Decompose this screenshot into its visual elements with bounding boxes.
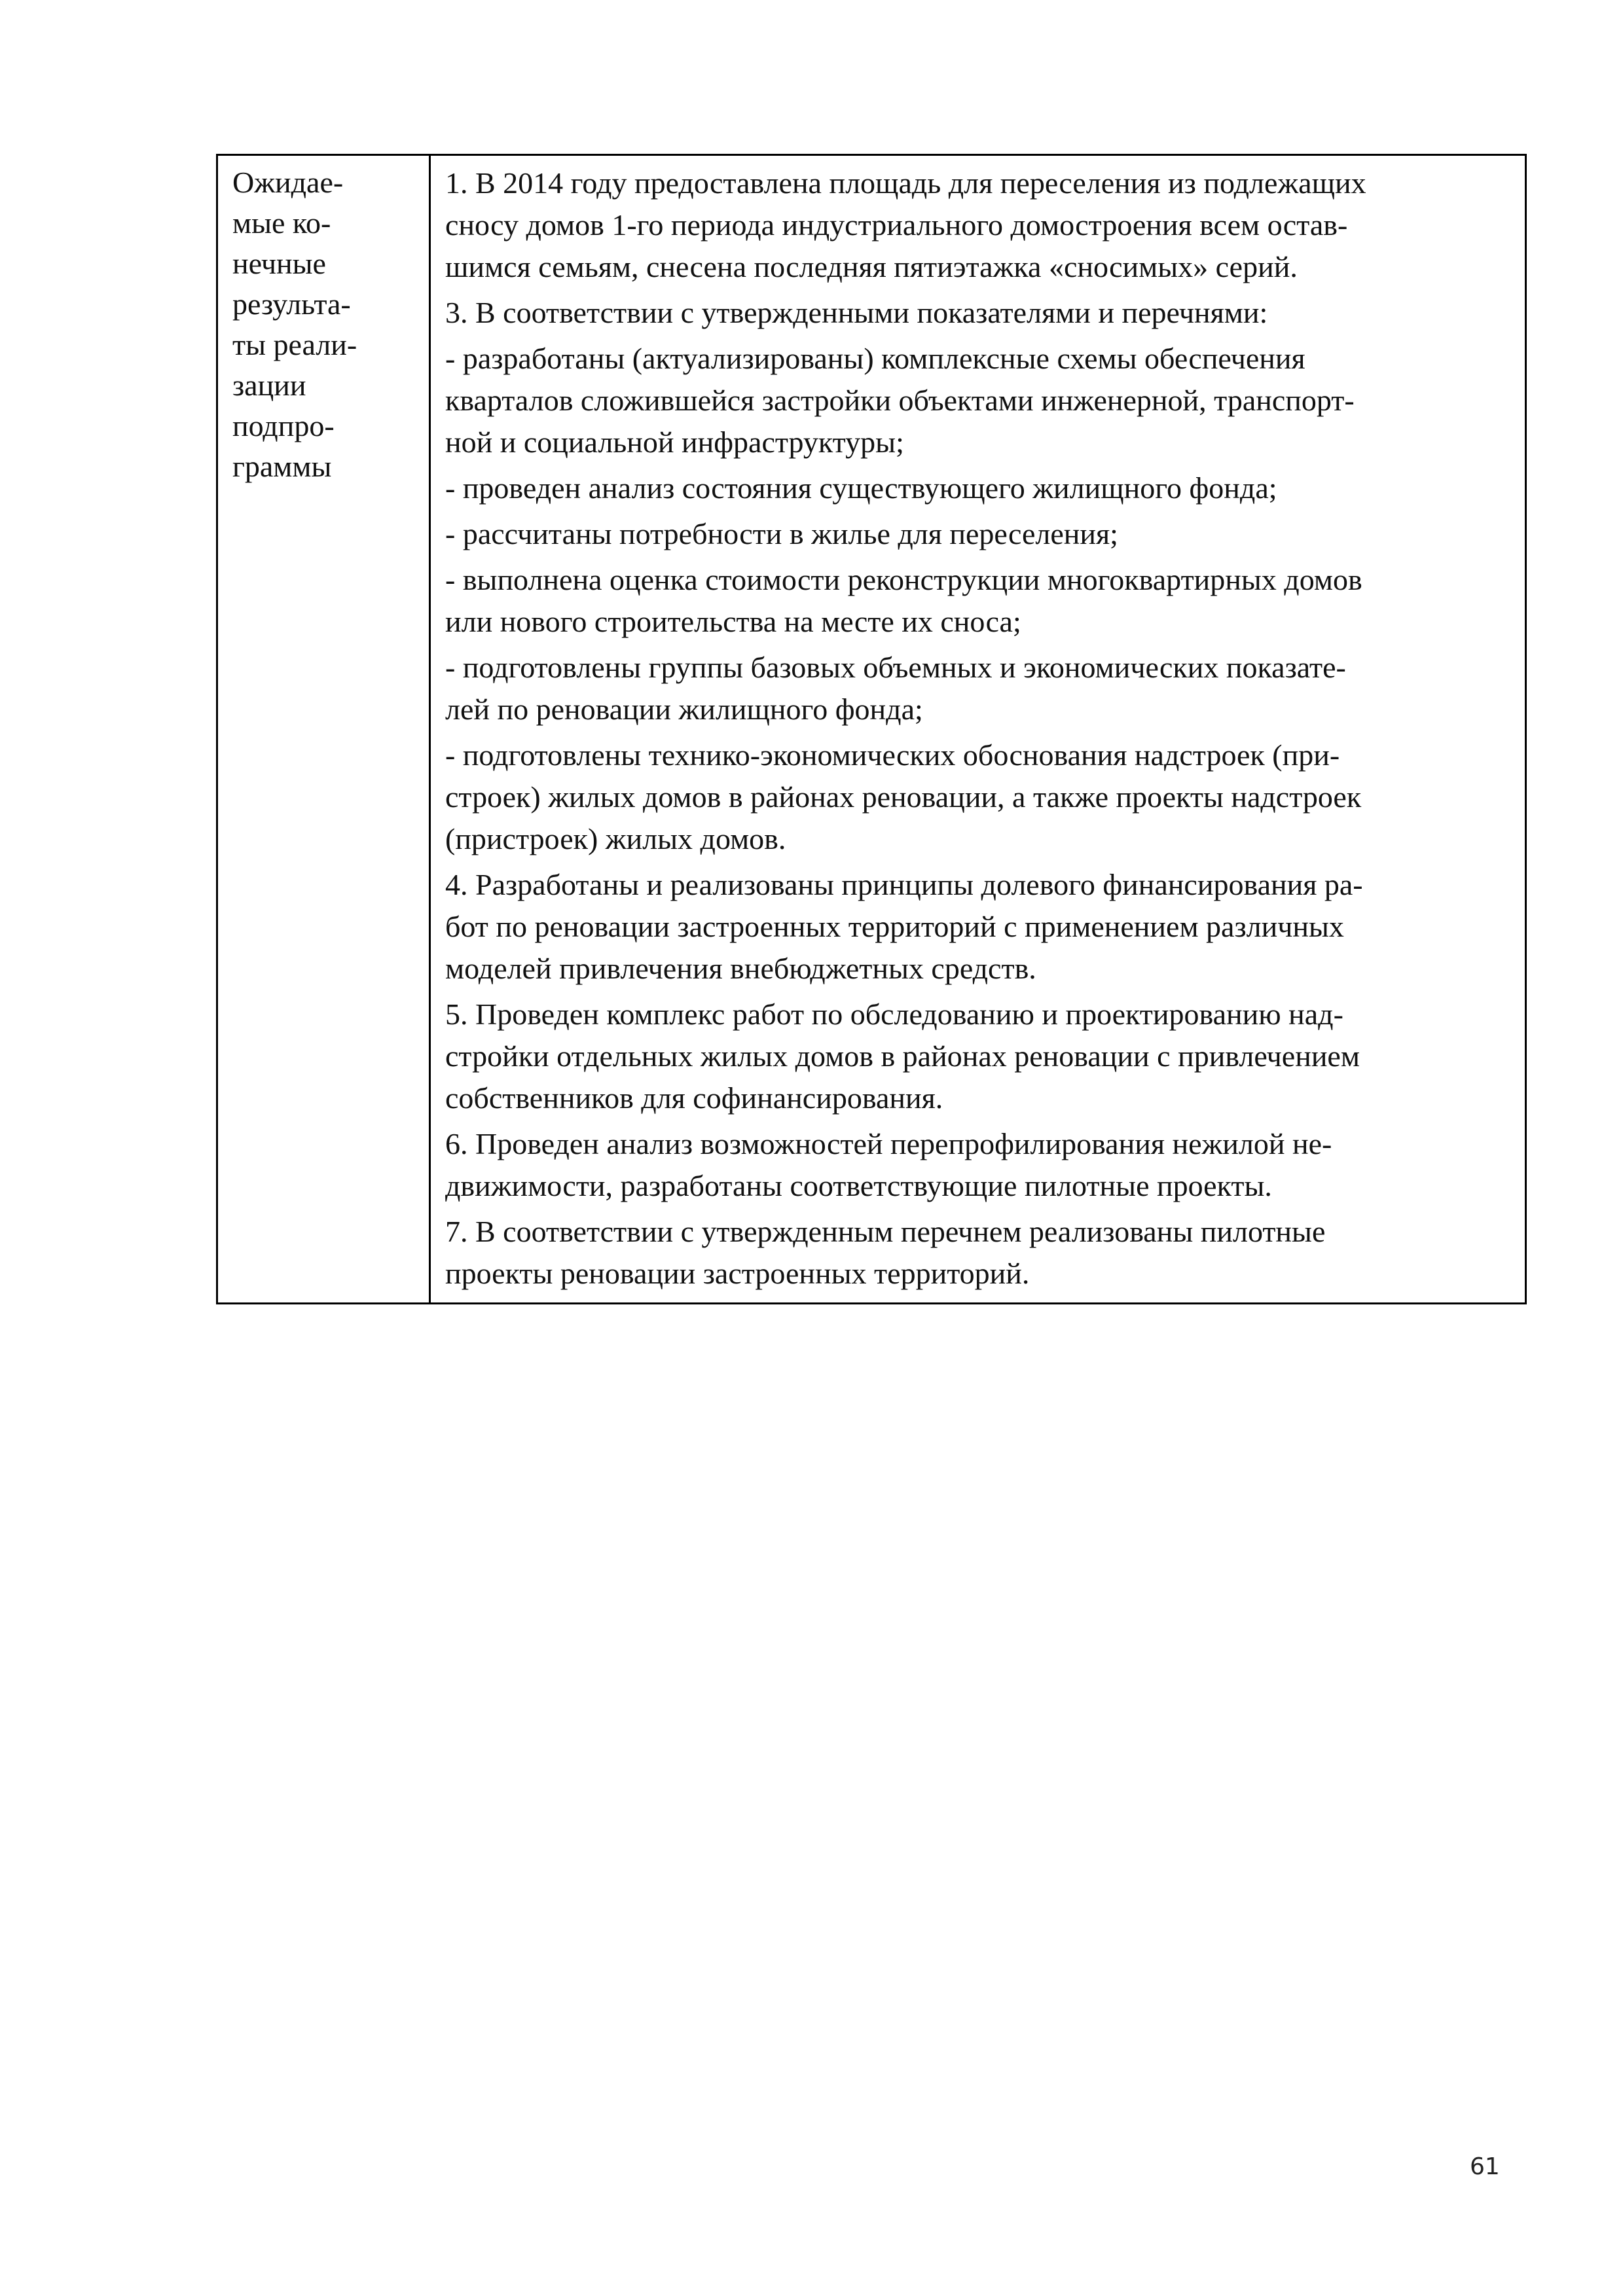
- paragraph-3: 3. В соответствии с утвержденными показателями и перечнями:: [445, 296, 1268, 329]
- table-row: [217, 155, 1526, 1304]
- paragraph-1: 1. В 2014 году предоставлена площадь для переселения из подлежащих сносу домов 1-го периода индустриального домостроения всем остав- шимся семьям, снесена последняя пятиэтажка «сносимых» серий.: [445, 166, 1366, 283]
- list-item: - рассчитаны потребности в жилье для переселения;: [445, 517, 1118, 550]
- list-item: - подготовлены группы базовых объемных и экономических показате- лей по реновации жилищного фонда;: [445, 651, 1346, 726]
- list-item: - выполнена оценка стоимости реконструкции многоквартирных домов или нового строительства на месте их сноса;: [445, 563, 1362, 638]
- row-label: Ожидае- мые ко- нечные результа- ты реали- зации подпро- граммы: [232, 166, 357, 483]
- list-item: - подготовлены технико-экономических обоснования надстроек (при- строек) жилых домов в районах реновации, а также проекты надстроек (пристроек) жилых домов.: [445, 738, 1362, 855]
- paragraph-4: 4. Разработаны и реализованы принципы долевого финансирования ра- бот по реновации застроенных территорий с применением различных моделей привлечения внебюджетных средств.: [445, 868, 1363, 985]
- list-item: - разработаны (актуализированы) комплексные схемы обеспечения кварталов сложившейся застройки объектами инженерной, транспорт- ной и социальной инфраструктуры;: [445, 342, 1355, 459]
- paragraph-5: 5. Проведен комплекс работ по обследованию и проектированию над- стройки отдельных жилых домов в районах реновации с привлечением собственников для софинансирования.: [445, 997, 1360, 1115]
- paragraph-6: 6. Проведен анализ возможностей перепрофилирования нежилой не- движимости, разработаны соответствующие пилотные проекты.: [445, 1127, 1332, 1202]
- page-number: 61: [1470, 2153, 1500, 2180]
- list-item: - проведен анализ состояния существующего жилищного фонда;: [445, 471, 1277, 505]
- results-table: [216, 154, 1527, 1304]
- label-cell: [217, 155, 430, 1304]
- content-cell: [430, 155, 1526, 1304]
- paragraph-7: 7. В соответствии с утвержденным перечнем реализованы пилотные проекты реновации застроенных территорий.: [445, 1215, 1326, 1290]
